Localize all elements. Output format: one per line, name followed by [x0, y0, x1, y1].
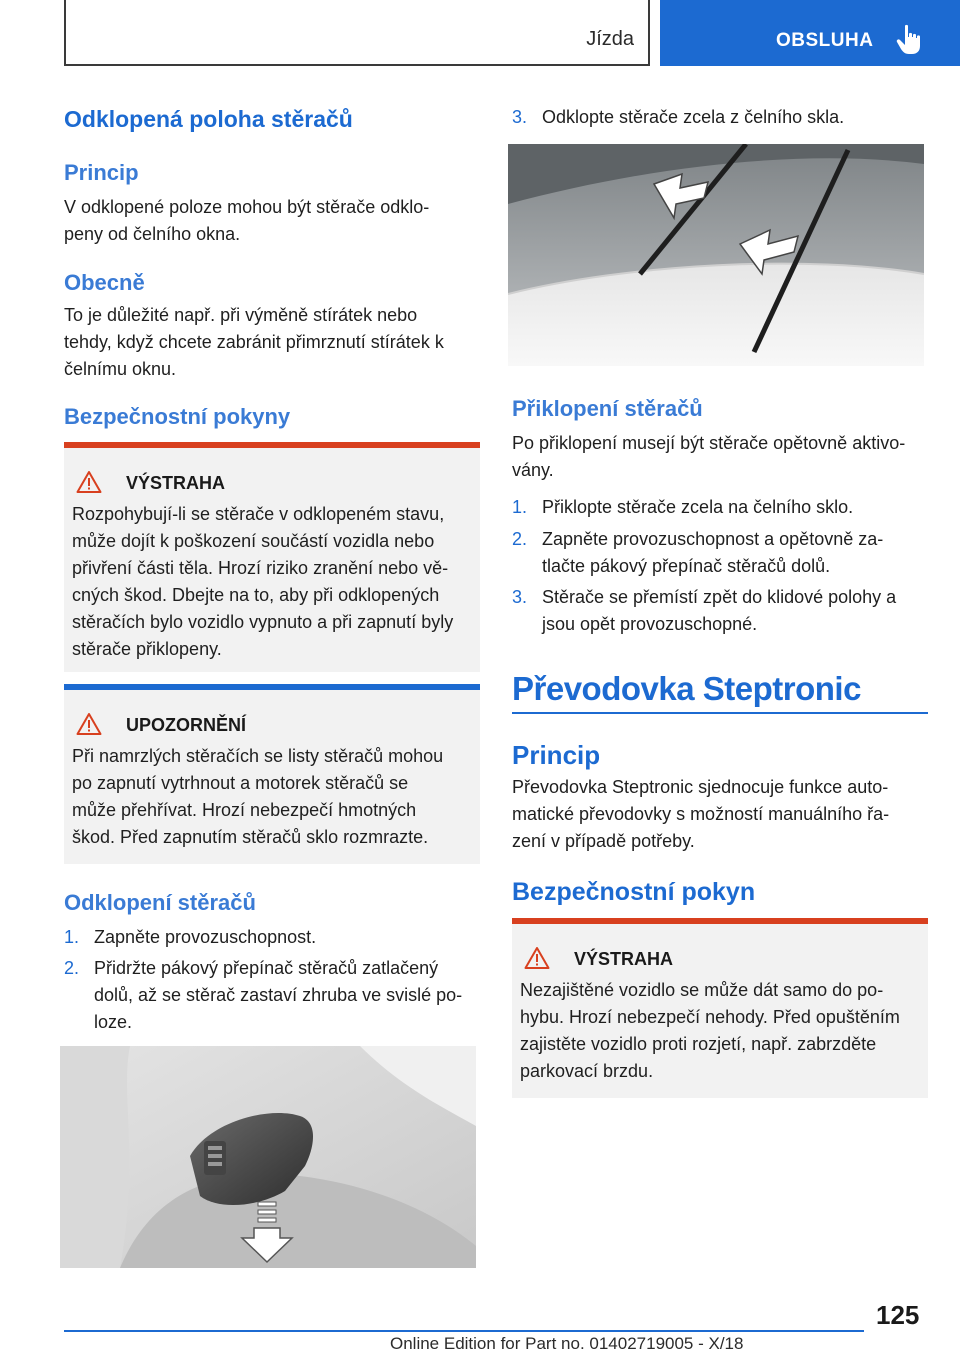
footer-rule	[64, 1330, 864, 1332]
warning-box	[512, 918, 928, 1098]
warning-triangle-icon	[76, 712, 102, 736]
caution-bar	[64, 684, 480, 690]
caution-text: Při namrzlých stěračích se listy stěračů mohou po zapnutí vytrhnout a motorek stěračů se může přehřívat. Hrozí nebezpečí hmotných škod. Před zapnutím stěračů sklo rozmrazte.	[72, 746, 444, 847]
caution-box	[64, 684, 480, 864]
list-item: 1. Přiklopte stěrače zcela na čelního sklo.	[512, 497, 854, 517]
page-number: 125	[876, 1300, 920, 1330]
title-rule	[512, 712, 928, 714]
windshield-wipers-illustration	[508, 144, 924, 366]
list-item: 3. Stěrače se přemístí zpět do klidové polohy a jsou opět provozuschopné.	[512, 587, 897, 634]
warning-text: Nezajištěné vozidlo se může dát samo do po- hybu. Hrozí nebezpečí nehody. Před opuštěním zajistěte vozidlo proti rozjetí, např. zabrzděte parkovací brzdu.	[520, 980, 900, 1081]
warning-title: VÝSTRAHA	[574, 949, 674, 969]
steptronic-safety-heading: Bezpečnostní pokyn	[512, 878, 756, 906]
header-section-label: Jízda	[586, 28, 634, 50]
principle-paragraph: V odklopené poloze mohou být stěrače odklo- peny od čelního okna.	[64, 197, 430, 244]
warning-bar	[64, 442, 480, 448]
warning-text: Rozpohybují-li se stěrače v odklopeném stavu, může dojít k poškození součástí vozidla nebo přivření části těla. Hrozí riziko zranění nebo vě- cných škod. Dbejte na to, aby při odklopených stěračích bylo vozidlo vypnuto a při zapnutí byly stěrače přiklopeny.	[72, 504, 454, 659]
list-item: 2. Zapněte provozuschopnost a opětovně za- tlačte pákový přepínač stěračů dolů.	[512, 529, 884, 576]
general-heading: Obecně	[64, 270, 145, 295]
header-chapter-tab	[660, 0, 960, 66]
steptronic-title: Převodovka Steptronic	[512, 670, 861, 707]
warning-bar	[512, 918, 928, 924]
list-item: 1. Zapněte provozuschopnost.	[64, 927, 317, 947]
warning-triangle-icon	[76, 470, 102, 494]
steptronic-principle-paragraph: Převodovka Steptronic sjednocuje funkce auto- matické převodovky s možností manuálního řa- zení v případě potřeby.	[512, 777, 890, 851]
fold-heading: Odklopení stěračů	[64, 890, 256, 915]
warning-box	[64, 442, 480, 672]
footer-edition: Online Edition for Part no. 01402719005 - X/18	[390, 1334, 744, 1353]
header-section-box	[64, 0, 650, 66]
caution-title: UPOZORNĚNÍ	[126, 715, 247, 735]
unfold-heading: Přiklopení stěračů	[512, 396, 703, 421]
principle-heading: Princip	[64, 160, 139, 185]
wiper-lever-illustration	[60, 1046, 476, 1268]
general-paragraph: To je důležité např. při výměně stírátek nebo tehdy, když chcete zabránit přimrznutí stírátek k čelnímu oknu.	[64, 305, 444, 379]
list-item: 2. Přidržte pákový přepínač stěračů zatlačený dolů, až se stěrač zastaví zhruba ve svislé po- loze.	[64, 958, 463, 1032]
page-title: Odklopená poloha stěračů	[64, 106, 353, 132]
safety-heading: Bezpečnostní pokyny	[64, 404, 291, 429]
unfold-paragraph: Po přiklopení musejí být stěrače opětovně aktivo- vány.	[512, 433, 906, 480]
header-chapter-label: OBSLUHA	[776, 30, 874, 51]
warning-title: VÝSTRAHA	[126, 473, 226, 493]
warning-triangle-icon	[524, 946, 550, 970]
list-item: 3. Odklopte stěrače zcela z čelního skla.	[512, 107, 845, 127]
hand-pointer-icon	[896, 24, 926, 56]
steptronic-principle-heading: Princip	[512, 740, 601, 770]
